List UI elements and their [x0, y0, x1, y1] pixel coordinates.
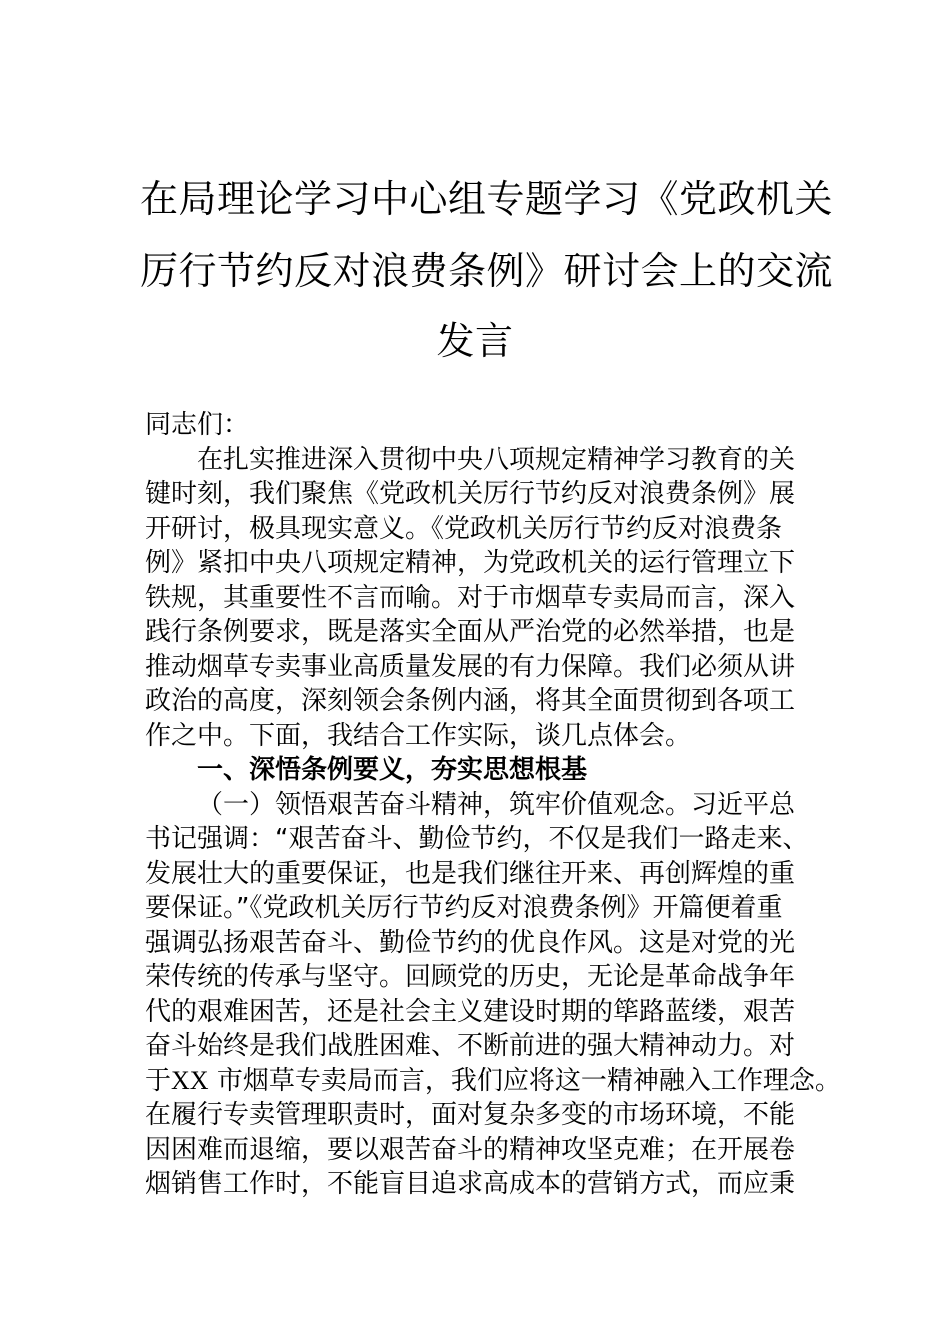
- paragraph-line: 书记强调：“艰苦奋斗、勤俭节约，不仅是我们一路走来、: [145, 824, 809, 854]
- paragraph-line: 作之中。下面，我结合工作实际，谈几点体会。: [145, 720, 692, 751]
- paragraph-line: 要保证。”《党政机关厉行节约反对浪费条例》开篇便着重: [145, 893, 783, 923]
- paragraph-line: 践行条例要求，既是落实全面从严治党的必然举措，也是: [145, 617, 796, 647]
- paragraph-line: 强调弘扬艰苦奋斗、勤俭节约的优良作风。这是对党的光: [145, 927, 796, 958]
- paragraph-line: 奋斗始终是我们战胜困难、不断前进的强大精神动力。对: [145, 1031, 796, 1061]
- paragraph-line: 例》紧扣中央八项规定精神，为党政机关的运行管理立下: [145, 548, 796, 578]
- paragraph-line: 键时刻，我们聚焦《党政机关厉行节约反对浪费条例》展: [145, 479, 796, 509]
- paragraph-line: 铁规，其重要性不言而喻。对于市烟草专卖局而言，深入: [145, 582, 796, 613]
- paragraph-line: 烟销售工作时，不能盲目追求高成本的营销方式，而应秉: [145, 1169, 796, 1199]
- paragraph-line: 在履行专卖管理职责时，面对复杂多变的市场环境，不能: [145, 1100, 796, 1130]
- paragraph-line: 推动烟草专卖事业高质量发展的有力保障。我们必须从讲: [145, 651, 796, 682]
- paragraph-line: 荣传统的传承与坚守。回顾党的历史，无论是革命战争年: [145, 962, 796, 992]
- title-line-2: 厉行节约反对浪费条例》研讨会上的交流: [140, 249, 834, 293]
- line-rest: 市烟草专卖局而言，我们应将这一精神融入工作理念。: [216, 1065, 841, 1096]
- paragraph-line: 因困难而退缩，要以艰苦奋斗的精神攻坚克难；在开展卷: [145, 1134, 796, 1165]
- paragraph-line: 发展壮大的重要保证，也是我们继往开来、再创辉煌的重: [145, 858, 796, 889]
- title-line-1: 在局理论学习中心组专题学习《党政机关: [140, 177, 834, 221]
- paragraph-line: [145, 1064, 841, 1099]
- title-line-3: 发言: [436, 319, 514, 363]
- salutation: 同志们：: [145, 410, 250, 440]
- xx-placeholder: XX: [171, 1065, 209, 1095]
- document-body: [145, 408, 841, 1202]
- paragraph-line: 政治的高度，深刻领会条例内涵，将其全面贯彻到各项工: [145, 686, 796, 716]
- section-heading: 一、深悟条例要义，夯实思想根基: [197, 755, 588, 785]
- line-prefix: 于: [145, 1065, 172, 1096]
- paragraph-line: 在扎实推进深入贯彻中央八项规定精神学习教育的关: [197, 444, 796, 475]
- paragraph-line: （一）领悟艰苦奋斗精神，筑牢价值观念。习近平总: [197, 789, 796, 820]
- paragraph-line: 开研讨，极具现实意义。《党政机关厉行节约反对浪费条: [145, 513, 783, 544]
- paragraph-line: 代的艰难困苦，还是社会主义建设时期的筚路蓝缕，艰苦: [145, 996, 796, 1027]
